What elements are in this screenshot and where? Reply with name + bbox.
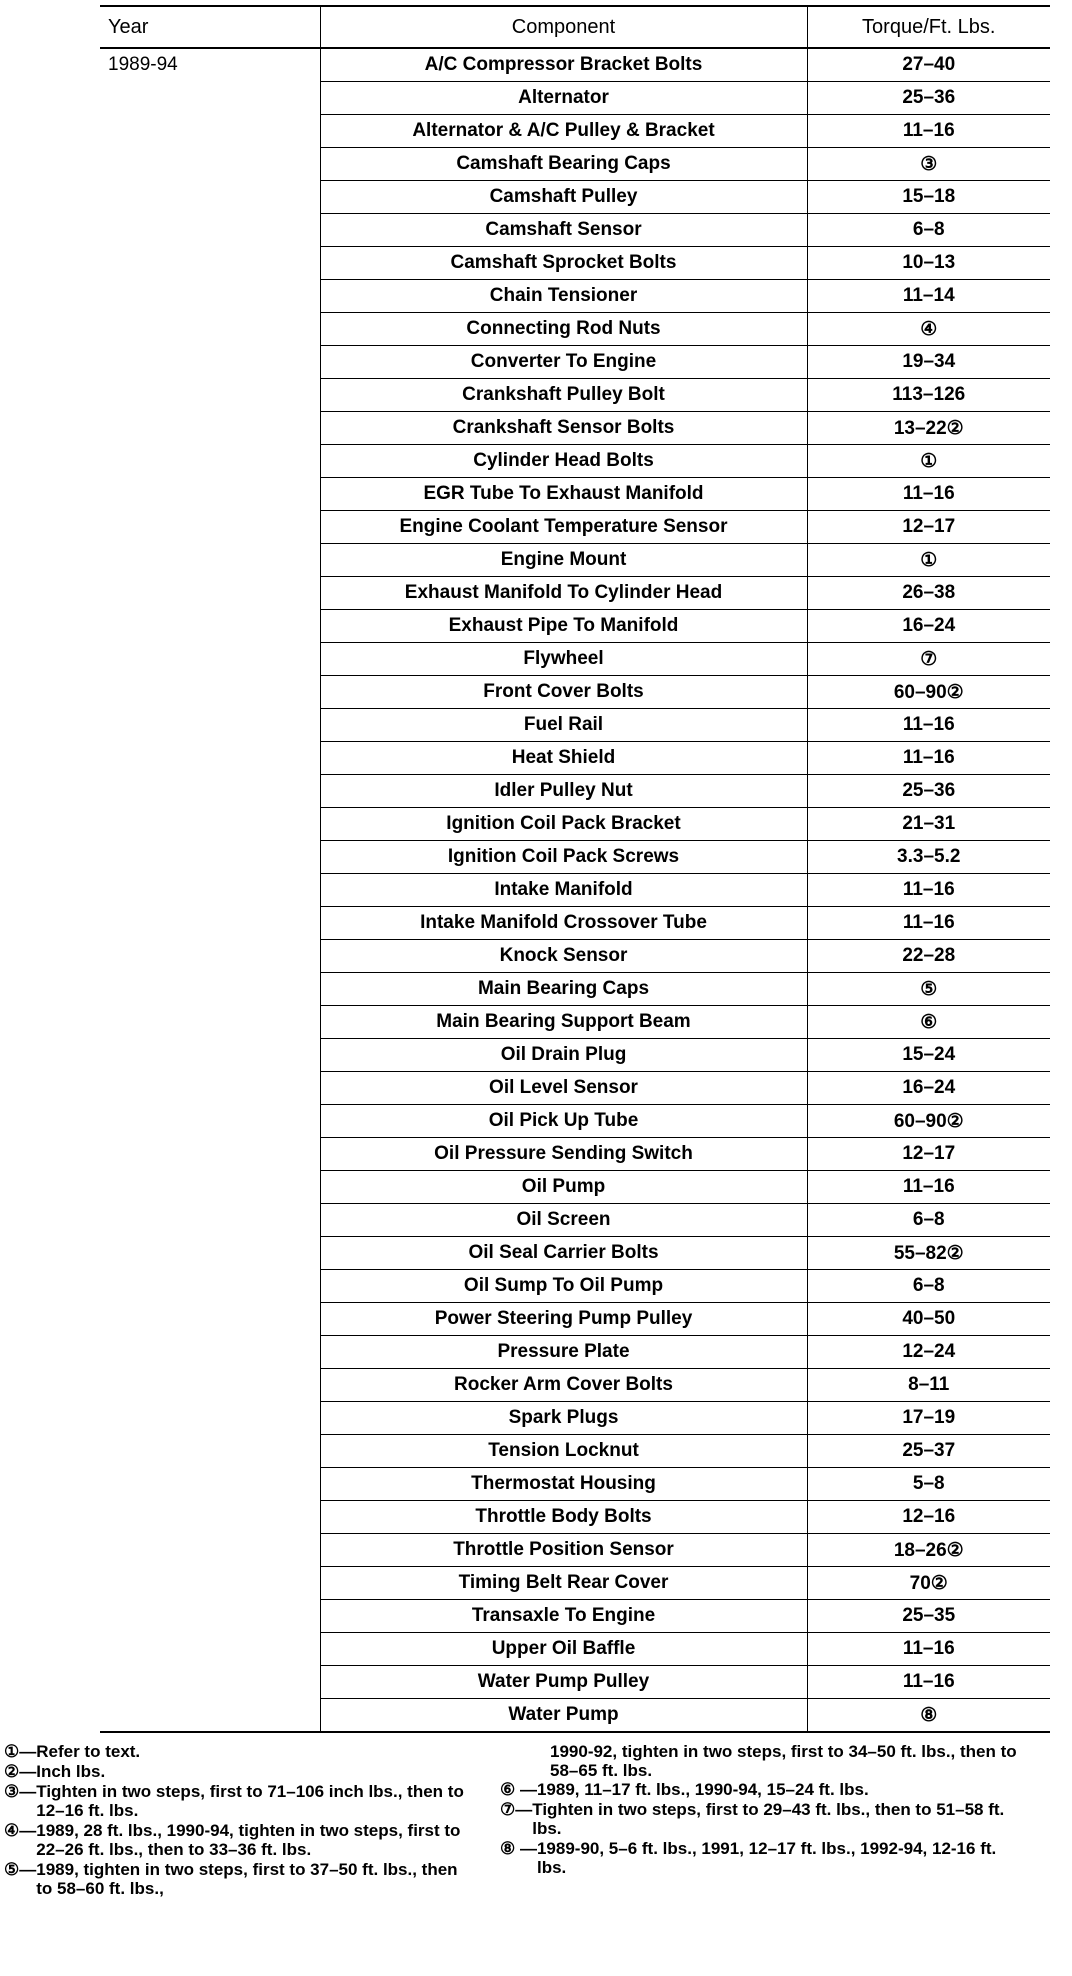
year-cell	[100, 1633, 320, 1666]
component-cell: Exhaust Manifold To Cylinder Head	[320, 577, 807, 610]
year-cell	[100, 742, 320, 775]
table-row	[100, 181, 1050, 214]
component-cell: Converter To Engine	[320, 346, 807, 379]
table-row	[100, 940, 1050, 973]
footnote-text: 1989, tighten in two steps, first to 37–50 ft. lbs., then to 58–60 ft. lbs.,	[36, 1860, 458, 1898]
table-row	[100, 1534, 1050, 1567]
torque-cell: 22–28	[807, 940, 1050, 973]
footnote-marker: ⑥ —	[500, 1780, 537, 1799]
table-row	[100, 82, 1050, 115]
table-row	[100, 478, 1050, 511]
component-cell: Throttle Body Bolts	[320, 1501, 807, 1534]
footnote	[500, 1780, 1020, 1799]
table-row	[100, 1039, 1050, 1072]
component-cell: Upper Oil Baffle	[320, 1633, 807, 1666]
footnote-text: Tighten in two steps, first to 71–106 inch lbs., then to 12–16 ft. lbs.	[36, 1782, 464, 1820]
component-cell: Spark Plugs	[320, 1402, 807, 1435]
component-cell: Oil Pump	[320, 1171, 807, 1204]
table-row	[100, 1204, 1050, 1237]
torque-cell: 40–50	[807, 1303, 1050, 1336]
year-cell	[100, 1105, 320, 1138]
footnote-text: Refer to text.	[36, 1742, 141, 1761]
component-cell: Alternator	[320, 82, 807, 115]
footnote-marker: ②—	[4, 1762, 37, 1781]
component-cell: Idler Pulley Nut	[320, 775, 807, 808]
table-row	[100, 676, 1050, 709]
year-cell	[100, 511, 320, 544]
footnote-text: 1989, 28 ft. lbs., 1990-94, tighten in two steps, first to 22–26 ft. lbs., then to 33–36 ft. lbs.	[36, 1821, 461, 1859]
table-row	[100, 1006, 1050, 1039]
torque-spec-table	[100, 5, 1050, 1733]
footnote	[4, 1762, 474, 1781]
footnote-marker: ①—	[4, 1742, 37, 1761]
table-row	[100, 1633, 1050, 1666]
component-cell: Knock Sensor	[320, 940, 807, 973]
torque-cell: 15–24	[807, 1039, 1050, 1072]
torque-cell: 6–8	[807, 1204, 1050, 1237]
year-cell	[100, 313, 320, 346]
table-row	[100, 313, 1050, 346]
component-cell: Transaxle To Engine	[320, 1600, 807, 1633]
component-cell: Timing Belt Rear Cover	[320, 1567, 807, 1600]
component-cell: Fuel Rail	[320, 709, 807, 742]
year-cell: 1989-94	[108, 54, 178, 76]
torque-cell: 26–38	[807, 577, 1050, 610]
component-cell: Camshaft Bearing Caps	[320, 148, 807, 181]
torque-cell: 27–40	[807, 48, 1050, 82]
table-row	[100, 742, 1050, 775]
torque-cell: 25–36	[807, 775, 1050, 808]
torque-cell: 25–36	[807, 82, 1050, 115]
year-cell	[100, 1171, 320, 1204]
torque-cell: 19–34	[807, 346, 1050, 379]
component-cell: Tension Locknut	[320, 1435, 807, 1468]
table-row	[100, 775, 1050, 808]
year-cell	[100, 1270, 320, 1303]
torque-cell: 3.3–5.2	[807, 841, 1050, 874]
table-row	[100, 412, 1050, 445]
component-cell: Front Cover Bolts	[320, 676, 807, 709]
year-cell	[100, 379, 320, 412]
component-cell: Oil Drain Plug	[320, 1039, 807, 1072]
table-row	[100, 709, 1050, 742]
torque-cell: 15–18	[807, 181, 1050, 214]
component-cell: Oil Pressure Sending Switch	[320, 1138, 807, 1171]
footnote	[500, 1839, 1020, 1877]
torque-cell: 12–17	[807, 511, 1050, 544]
year-cell	[100, 841, 320, 874]
year-cell	[100, 1336, 320, 1369]
table-row	[100, 511, 1050, 544]
year-cell	[100, 115, 320, 148]
component-cell: Water Pump	[320, 1699, 807, 1733]
table-row	[100, 1072, 1050, 1105]
year-cell	[100, 1435, 320, 1468]
table-row	[100, 214, 1050, 247]
header-component: Component	[320, 6, 807, 48]
year-cell	[100, 874, 320, 907]
table-row	[100, 577, 1050, 610]
year-cell	[100, 1402, 320, 1435]
component-cell: Main Bearing Support Beam	[320, 1006, 807, 1039]
torque-cell: 12–24	[807, 1336, 1050, 1369]
table-row	[100, 280, 1050, 313]
year-cell	[100, 1468, 320, 1501]
year-cell	[100, 1006, 320, 1039]
table-body	[100, 48, 1050, 1732]
table-row	[100, 1303, 1050, 1336]
year-cell	[100, 148, 320, 181]
year-cell	[100, 973, 320, 1006]
table-row	[100, 1666, 1050, 1699]
year-cell	[100, 280, 320, 313]
footnote	[500, 1800, 1020, 1838]
year-cell	[100, 1237, 320, 1270]
table-row	[100, 1468, 1050, 1501]
torque-cell: ④	[807, 313, 1050, 346]
torque-cell: 17–19	[807, 1402, 1050, 1435]
year-cell	[100, 643, 320, 676]
table-row	[100, 1567, 1050, 1600]
component-cell: Engine Coolant Temperature Sensor	[320, 511, 807, 544]
table-row	[100, 1369, 1050, 1402]
year-cell	[100, 1501, 320, 1534]
component-cell: Camshaft Sensor	[320, 214, 807, 247]
table-row	[100, 1699, 1050, 1733]
component-cell: Camshaft Pulley	[320, 181, 807, 214]
torque-cell: 6–8	[807, 214, 1050, 247]
footnote-5-continuation: 1990-92, tighten in two steps, first to 34–50 ft. lbs., then to 58–65 ft. lbs.	[550, 1742, 1017, 1780]
year-cell	[100, 1369, 320, 1402]
component-cell: Alternator & A/C Pulley & Bracket	[320, 115, 807, 148]
torque-cell: 13–22②	[807, 412, 1050, 445]
component-cell: Power Steering Pump Pulley	[320, 1303, 807, 1336]
torque-cell: 60–90②	[807, 676, 1050, 709]
footnote-marker: ⑧ —	[500, 1839, 537, 1858]
torque-cell: 55–82②	[807, 1237, 1050, 1270]
torque-cell: 25–35	[807, 1600, 1050, 1633]
component-cell: Oil Screen	[320, 1204, 807, 1237]
component-cell: Water Pump Pulley	[320, 1666, 807, 1699]
year-cell	[100, 1072, 320, 1105]
torque-cell: 12–16	[807, 1501, 1050, 1534]
torque-cell: ⑦	[807, 643, 1050, 676]
year-cell	[100, 82, 320, 115]
footnote	[4, 1782, 474, 1820]
component-cell: Ignition Coil Pack Screws	[320, 841, 807, 874]
component-cell: Oil Sump To Oil Pump	[320, 1270, 807, 1303]
torque-cell: 11–16	[807, 1666, 1050, 1699]
table-row	[100, 643, 1050, 676]
footnote-text: Inch lbs.	[36, 1762, 106, 1781]
footnote	[4, 1742, 474, 1761]
table-row	[100, 1501, 1050, 1534]
year-cell	[100, 775, 320, 808]
torque-cell: 11–14	[807, 280, 1050, 313]
footnote-text: 1989-90, 5–6 ft. lbs., 1991, 12–17 ft. lbs., 1992-94, 12-16 ft. lbs.	[536, 1839, 997, 1877]
table-row	[100, 841, 1050, 874]
table-row	[100, 1600, 1050, 1633]
year-cell	[100, 247, 320, 280]
torque-cell: 5–8	[807, 1468, 1050, 1501]
component-cell: Chain Tensioner	[320, 280, 807, 313]
component-cell: Throttle Position Sensor	[320, 1534, 807, 1567]
table-row	[100, 610, 1050, 643]
table-row	[100, 808, 1050, 841]
component-cell: Rocker Arm Cover Bolts	[320, 1369, 807, 1402]
component-cell: Main Bearing Caps	[320, 973, 807, 1006]
footnote	[4, 1821, 474, 1859]
year-cell	[100, 1138, 320, 1171]
torque-cell: 60–90②	[807, 1105, 1050, 1138]
torque-cell: ⑤	[807, 973, 1050, 1006]
torque-cell: 11–16	[807, 1633, 1050, 1666]
component-cell: Crankshaft Sensor Bolts	[320, 412, 807, 445]
torque-cell: 21–31	[807, 808, 1050, 841]
torque-cell: 6–8	[807, 1270, 1050, 1303]
component-cell: Exhaust Pipe To Manifold	[320, 610, 807, 643]
year-cell	[100, 544, 320, 577]
torque-cell: 11–16	[807, 115, 1050, 148]
torque-cell: 18–26②	[807, 1534, 1050, 1567]
footnote-text: Tighten in two steps, first to 29–43 ft. lbs., then to 51–58 ft. lbs.	[532, 1800, 1005, 1838]
component-cell: EGR Tube To Exhaust Manifold	[320, 478, 807, 511]
table-row	[100, 1138, 1050, 1171]
footnotes-left-column	[4, 1742, 474, 1899]
footnote-text: 1989, 11–17 ft. lbs., 1990-94, 15–24 ft. lbs.	[536, 1780, 869, 1799]
year-cell	[100, 181, 320, 214]
year-cell	[100, 1666, 320, 1699]
table-row	[100, 544, 1050, 577]
torque-cell: 113–126	[807, 379, 1050, 412]
header-torque: Torque/Ft. Lbs.	[807, 6, 1050, 48]
torque-cell: 70②	[807, 1567, 1050, 1600]
year-cell	[100, 1204, 320, 1237]
torque-cell: 16–24	[807, 610, 1050, 643]
year-cell	[100, 676, 320, 709]
footnote-marker: ⑤—	[4, 1860, 37, 1879]
component-cell: Flywheel	[320, 643, 807, 676]
component-cell: Heat Shield	[320, 742, 807, 775]
torque-cell: 25–37	[807, 1435, 1050, 1468]
torque-cell: ③	[807, 148, 1050, 181]
table-row	[100, 379, 1050, 412]
table-row	[100, 48, 1050, 82]
table-row	[100, 1171, 1050, 1204]
year-cell	[100, 940, 320, 973]
table-row	[100, 1270, 1050, 1303]
table-row	[100, 907, 1050, 940]
torque-cell: ①	[807, 544, 1050, 577]
year-cell	[100, 214, 320, 247]
footnote	[4, 1860, 474, 1898]
component-cell: Intake Manifold	[320, 874, 807, 907]
year-cell	[100, 1567, 320, 1600]
component-cell: Thermostat Housing	[320, 1468, 807, 1501]
year-cell	[100, 1600, 320, 1633]
year-cell	[100, 1039, 320, 1072]
table-row	[100, 247, 1050, 280]
year-cell	[100, 1303, 320, 1336]
component-cell: Engine Mount	[320, 544, 807, 577]
component-cell: Camshaft Sprocket Bolts	[320, 247, 807, 280]
torque-cell: 8–11	[807, 1369, 1050, 1402]
table-row	[100, 115, 1050, 148]
year-cell	[100, 907, 320, 940]
header-year: Year	[100, 6, 320, 48]
year-cell	[100, 445, 320, 478]
torque-cell: ①	[807, 445, 1050, 478]
table-row	[100, 1435, 1050, 1468]
table-row	[100, 1402, 1050, 1435]
year-cell	[100, 478, 320, 511]
torque-cell: 12–17	[807, 1138, 1050, 1171]
component-cell: Crankshaft Pulley Bolt	[320, 379, 807, 412]
table-row	[100, 1105, 1050, 1138]
table-row	[100, 148, 1050, 181]
year-cell	[100, 709, 320, 742]
component-cell: Connecting Rod Nuts	[320, 313, 807, 346]
component-cell: Oil Level Sensor	[320, 1072, 807, 1105]
component-cell: Oil Pick Up Tube	[320, 1105, 807, 1138]
year-cell	[100, 610, 320, 643]
table-row	[100, 346, 1050, 379]
component-cell: Cylinder Head Bolts	[320, 445, 807, 478]
torque-cell: 11–16	[807, 874, 1050, 907]
component-cell: Intake Manifold Crossover Tube	[320, 907, 807, 940]
table-row	[100, 1336, 1050, 1369]
table-row	[100, 874, 1050, 907]
component-cell: Pressure Plate	[320, 1336, 807, 1369]
torque-cell: 11–16	[807, 1171, 1050, 1204]
table-row	[100, 1237, 1050, 1270]
table-row	[100, 445, 1050, 478]
torque-cell: 11–16	[807, 742, 1050, 775]
year-cell	[100, 412, 320, 445]
torque-cell: 16–24	[807, 1072, 1050, 1105]
year-cell	[100, 577, 320, 610]
component-cell: Ignition Coil Pack Bracket	[320, 808, 807, 841]
year-cell	[100, 1699, 320, 1733]
footnotes-right-column	[500, 1742, 1020, 1878]
component-cell: A/C Compressor Bracket Bolts	[320, 48, 807, 82]
footnote-marker: ⑦—	[500, 1800, 533, 1819]
year-cell	[100, 1534, 320, 1567]
table-header-row	[100, 6, 1050, 48]
footnote-marker: ③—	[4, 1782, 37, 1801]
footnote-marker: ④—	[4, 1821, 37, 1840]
year-cell	[100, 346, 320, 379]
torque-cell: ⑧	[807, 1699, 1050, 1733]
torque-cell: 11–16	[807, 907, 1050, 940]
torque-cell: 10–13	[807, 247, 1050, 280]
table-row	[100, 973, 1050, 1006]
torque-cell: 11–16	[807, 709, 1050, 742]
year-cell	[100, 808, 320, 841]
torque-cell: ⑥	[807, 1006, 1050, 1039]
component-cell: Oil Seal Carrier Bolts	[320, 1237, 807, 1270]
torque-cell: 11–16	[807, 478, 1050, 511]
